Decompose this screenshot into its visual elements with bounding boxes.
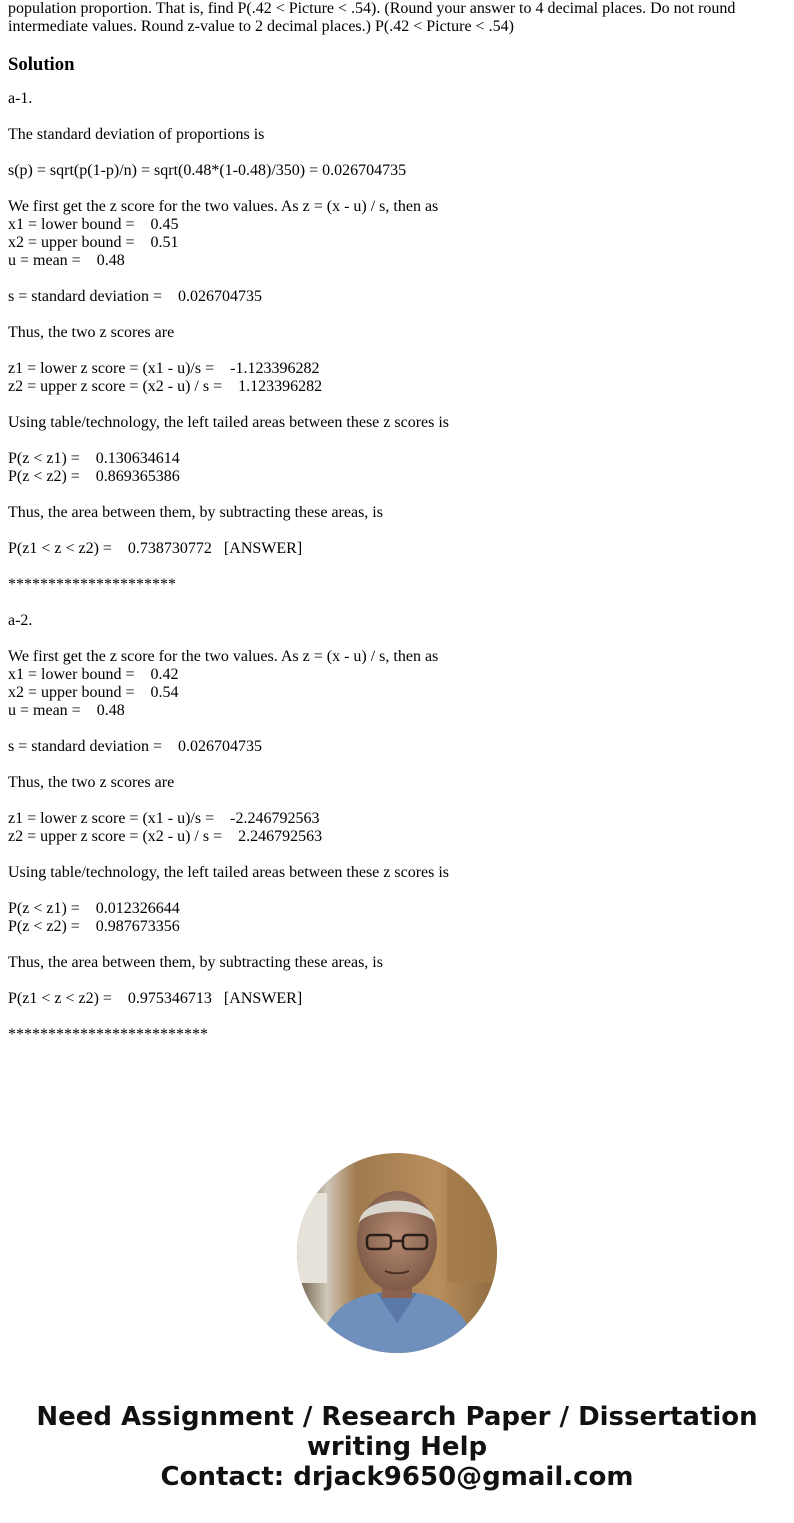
solution-line: x2 = upper bound = 0.54 [8, 684, 179, 701]
blank-line [8, 144, 786, 162]
solution-line: We first get the z score for the two values. As z = (x - u) / s, then as [8, 198, 439, 215]
solution-line: x1 = lower bound = 0.42 [8, 666, 179, 683]
solution-line: x1 = lower bound = 0.45 [8, 216, 179, 233]
footer-line-1: Need Assignment / Research Paper / Dissertation [36, 1402, 758, 1432]
question-text [8, 0, 786, 36]
solution-line: u = mean = 0.48 [8, 252, 125, 269]
blank-line [8, 522, 786, 540]
blank-line [8, 180, 786, 198]
solution-line: Thus, the two z scores are [8, 324, 175, 341]
blank-line [8, 558, 786, 576]
blank-line [8, 432, 786, 450]
footer-line-2: writing Help [306, 1432, 488, 1462]
solution-line: a-1. [8, 90, 33, 107]
question-line-1: population proportion. That is, find P(.42 < Picture < .54). (Round your answer to 4 decimal places. Do not round [8, 0, 736, 17]
blank-line [8, 342, 786, 360]
blank-line [8, 486, 786, 504]
blank-line [8, 720, 786, 738]
solution-line: z1 = lower z score = (x1 - u)/s = -2.246792563 [8, 810, 320, 827]
footer-contact: Contact: drjack9650@gmail.com [160, 1462, 634, 1492]
author-avatar [297, 1153, 497, 1353]
solution-line: P(z1 < z < z2) = 0.738730772 [ANSWER] [8, 540, 303, 557]
blank-line [8, 756, 786, 774]
blank-line [8, 1008, 786, 1026]
solution-line: Thus, the area between them, by subtracting these areas, is [8, 954, 383, 971]
solution-line: P(z < z2) = 0.987673356 [8, 918, 180, 935]
question-line-2: intermediate values. Round z-value to 2 decimal places.) P(.42 < Picture < .54) [8, 18, 514, 35]
solution-line: a-2. [8, 612, 33, 629]
blank-line [8, 108, 786, 126]
solution-heading: Solution [8, 54, 75, 75]
solution-line: z1 = lower z score = (x1 - u)/s = -1.123396282 [8, 360, 320, 377]
solution-line: z2 = upper z score = (x2 - u) / s = 2.246792563 [8, 828, 323, 845]
solution-line: Using table/technology, the left tailed areas between these z scores is [8, 864, 450, 881]
solution-line: Thus, the two z scores are [8, 774, 175, 791]
solution-line: s(p) = sqrt(p(1-p)/n) = sqrt(0.48*(1-0.48)/350) = 0.026704735 [8, 162, 407, 179]
blank-line [8, 270, 786, 288]
solution-line: u = mean = 0.48 [8, 702, 125, 719]
solution-line: P(z1 < z < z2) = 0.975346713 [ANSWER] [8, 990, 303, 1007]
author-photo [297, 1153, 497, 1353]
solution-line: z2 = upper z score = (x2 - u) / s = 1.123396282 [8, 378, 323, 395]
blank-line [8, 846, 786, 864]
blank-line [8, 972, 786, 990]
solution-line: P(z < z2) = 0.869365386 [8, 468, 180, 485]
blank-line [8, 792, 786, 810]
document-body [8, 0, 786, 1044]
solution-line: s = standard deviation = 0.026704735 [8, 738, 263, 755]
solution-line: x2 = upper bound = 0.51 [8, 234, 179, 251]
solution-line: s = standard deviation = 0.026704735 [8, 288, 263, 305]
blank-line [8, 594, 786, 612]
solution-line: The standard deviation of proportions is [8, 126, 265, 143]
blank-line [8, 306, 786, 324]
solution-content [8, 90, 786, 1044]
solution-line: ************************* [8, 1026, 208, 1043]
solution-line: P(z < z1) = 0.130634614 [8, 450, 180, 467]
blank-line [8, 936, 786, 954]
solution-line: ********************* [8, 576, 176, 593]
solution-line: P(z < z1) = 0.012326644 [8, 900, 180, 917]
blank-line [8, 630, 786, 648]
footer-promo [0, 1402, 794, 1492]
blank-line [8, 882, 786, 900]
solution-line: Thus, the area between them, by subtracting these areas, is [8, 504, 383, 521]
solution-line: We first get the z score for the two values. As z = (x - u) / s, then as [8, 648, 439, 665]
blank-line [8, 396, 786, 414]
solution-line: Using table/technology, the left tailed areas between these z scores is [8, 414, 450, 431]
